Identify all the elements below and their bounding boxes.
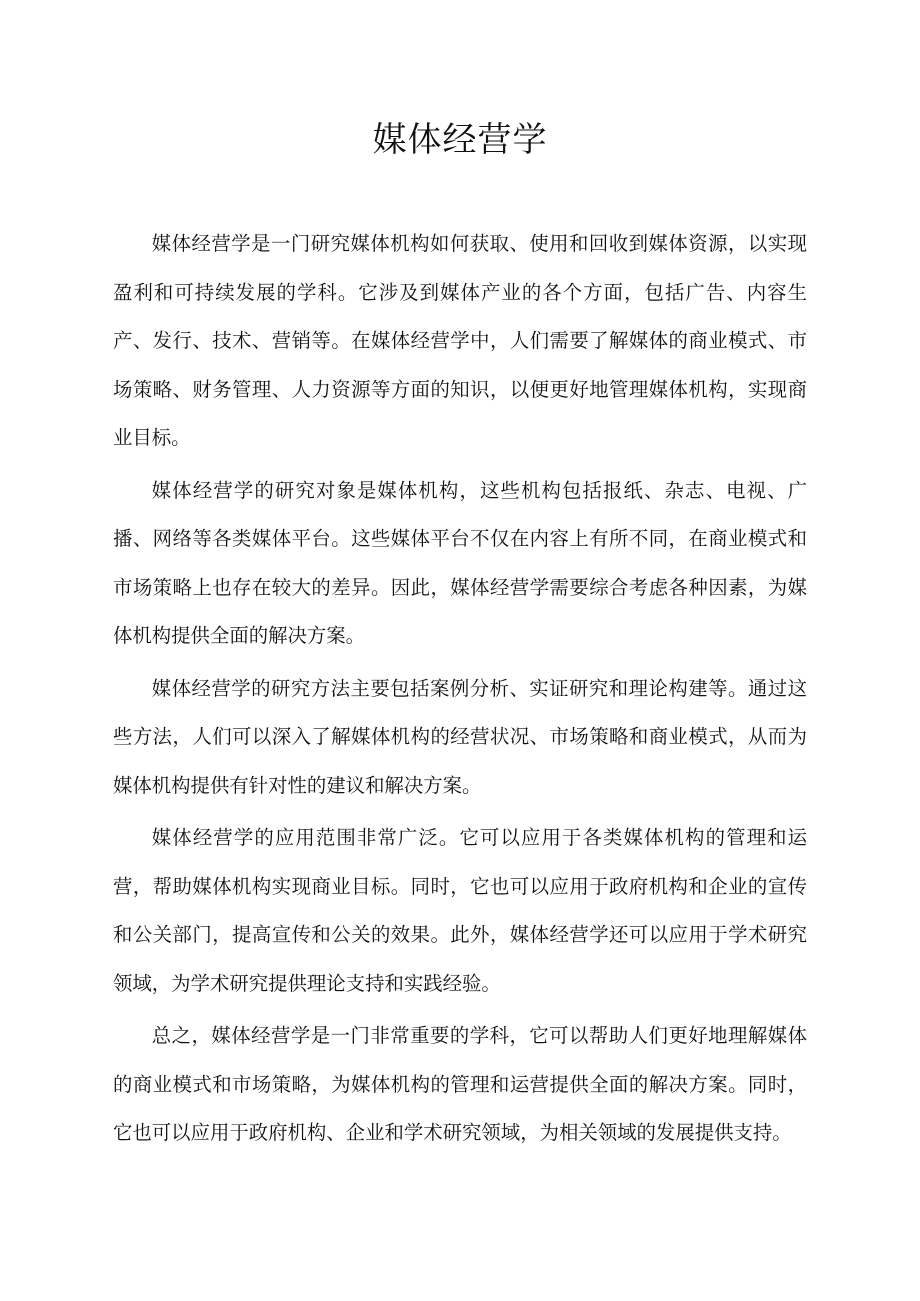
paragraph-research-methods: 媒体经营学的研究方法主要包括案例分析、实证研究和理论构建等。通过这些方法，人们可以深入了解媒体机构的经营状况、市场策略和商业模式，从而为媒体机构提供有针对性的建议和解决方案。 [113,676,807,797]
paragraph-definition: 媒体经营学是一门研究媒体机构如何获取、使用和回收到媒体资源，以实现盈利和可持续发展的学科。它涉及到媒体产业的各个方面，包括广告、内容生产、发行、技术、营销等。在媒体经营学中，人们需要了解媒体的商业模式、市场策略、财务管理、人力资源等方面的知识，以便更好地管理媒体机构，实现商业目标。 [113,232,807,449]
document-title: 媒体经营学 [372,120,548,160]
paragraph-conclusion: 总之，媒体经营学是一门非常重要的学科，它可以帮助人们更好地理解媒体的商业模式和市场策略，为媒体机构的管理和运营提供全面的解决方案。同时，它也可以应用于政府机构、企业和学术研究领域，为相关领域的发展提供支持。 [113,1024,807,1144]
paragraph-research-object: 媒体经营学的研究对象是媒体机构，这些机构包括报纸、杂志、电视、广播、网络等各类媒体平台。这些媒体平台不仅在内容上有所不同，在商业模式和市场策略上也存在较大的差异。因此，媒体经营学需要综合考虑各种因素，为媒体机构提供全面的解决方案。 [113,478,807,647]
paragraph-application-scope: 媒体经营学的应用范围非常广泛。它可以应用于各类媒体机构的管理和运营，帮助媒体机构实现商业目标。同时，它也可以应用于政府机构和企业的宣传和公关部门，提高宣传和公关的效果。此外，媒体经营学还可以应用于学术研究领域，为学术研究提供理论支持和实践经验。 [113,826,807,995]
document-body [113,220,807,1162]
